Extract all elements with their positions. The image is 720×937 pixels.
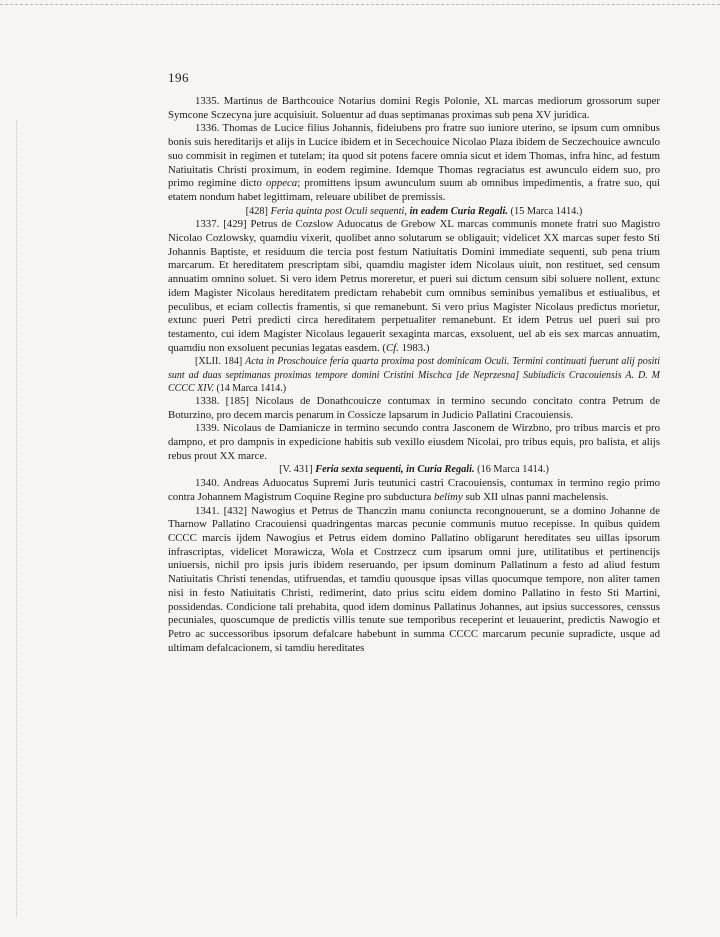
entry-paragraph <box>168 477 660 504</box>
text-segment: sub XII ulnas panni machelensis. <box>462 490 609 503</box>
text-segment: Feria quinta post Oculi sequenti, <box>270 205 410 217</box>
entry-paragraph <box>168 122 660 204</box>
text-segment: [428] <box>245 205 271 217</box>
entry-paragraph <box>168 422 660 463</box>
scan-left-edge <box>16 120 17 917</box>
section-heading <box>168 205 660 219</box>
text-segment: (16 Marca 1414.) <box>474 464 549 476</box>
text-segment: 1340. Andreas Aduocatus Supremi Juris teutunici castri Cracouiensis, contumax in termino regio primo contra Johannem Magistrum Coquine Regine pro subductura <box>168 477 660 503</box>
page-number: 196 <box>168 70 189 85</box>
entry-paragraph <box>168 505 660 656</box>
text-segment: 1336. Thomas de Lucice filius Johannis, fideiubens pro fratre suo iuniore uterino, se ipsum cum omnibus bonis suis hereditarijs et alijs in Lucice ibidem et in Secechouice Nicolao Plaza ibidem de Seczechouice awnculo suo commisit in regimen et tutelam; ita quod sit potens facere omnia sicut et idem Thomas, infra hinc, ad festum Natiuitatis Christi proximum, in eodem regimine. Idemque Thomas regraciatus est awunculo eidem suo, pro primo regimine dicto <box>168 122 660 190</box>
text-segment: 1983.) <box>398 341 430 354</box>
text-segment: 1339. Nicolaus de Damianicze in termino secundo contra Jasconem de Wirzbno, pro tribus marcis et pro dampno, et pro dampnis in expedicione habitis sub vexillo eiusdem Nicolai, pro tribus equis, pro balista, et alijs rebus prout XX marce. <box>168 422 660 462</box>
text-segment: ; promittens ipsum awunculum suum ab omnibus impedimentis, a fratre suo, qui etatem nondum habet legittimam, releuare ubilibet de premissis. <box>168 177 660 203</box>
scan-top-edge <box>0 4 720 5</box>
entry-paragraph <box>168 395 660 422</box>
text-segment: (14 Marca 1414.) <box>213 382 287 394</box>
text-segment: [XLII. 184] <box>195 356 246 368</box>
text-segment: (15 Marca 1414.) <box>507 205 583 217</box>
text-segment: [V. 431] <box>279 464 316 476</box>
text-segment: 1335. Martinus de Barthcouice Notarius domini Regis Polonie, XL marcas mediorum grossorum super Symcone Sczecyna jure acquisiuit. Soluentur ad duas septimanas proximas sub pena XV juridica. <box>168 95 660 121</box>
entry-paragraph <box>168 95 660 122</box>
text-segment: 1337. [429] Petrus de Cozslow Aduocatus de Grebow XL marcas communis monete fratri suo Magistro Nicolao Cozlowsky, quamdiu vixerit, quolibet anno solutarum se obligauit; videlicet XX marcas super festo Sti Johannis Baptiste, et residuum die tercia post festum Natiuitatis Domini immediate sequenti, sub pena trium marcarum. Et hereditatem prescriptam sibi, quamdiu magister idem Nicolaus uiuit, non restituet, sed censum annuatim omnino soluet. Si vero idem Petrus moreretur, et pueri sui dictum censum sibi soluere nollent, extunc idem Magister Nicolaus hereditatem predictam rehabebit cum omnibus seminibus yemalibus et estiualibus, et peculibus, et eciam collectis framentis, si que remanebunt. Si vero prius Magister Nicolaus predictus morietur, extunc pueri Petri predicti circa hereditatem perpetualiter remanebunt. Et idem Petrus uel pueri sui pro testamento, cui idem Magister Nicolaus legauerit sexaginta marcas, exsoluent, uel ab eis sex marcas annuatim, quamdiu non exsoluent pecunias legatas easdem. ( <box>168 218 660 354</box>
entry-paragraph <box>168 218 660 355</box>
text-segment: oppeca <box>266 177 298 190</box>
text-segment: Feria sexta sequenti, in Curia Regali. <box>315 464 475 476</box>
document-body <box>168 95 660 655</box>
text-segment: in eadem Curia Regali. <box>409 205 508 217</box>
acta-note <box>168 355 660 395</box>
text-segment: 1341. [432] Nawogius et Petrus de Thanczin manu coniuncta recongnouerunt, se a domino Johanne de Tharnow Pallatino Cracouiensi quadringentas marcas pecunie communis mutuo recepisse. In quibus quidem CCCC marcis ijdem Nawogius et Petrus eidem domino Pallatino obligarunt hereditates seu uillas ipsorum infrascriptas, videlicet Morawicza, Wola et Costrzecz cum ipsarum omni jure, utilitatibus et pertinencijs uniuersis, nichil pro ipsis juris ibidem reseruando, per ipsum dominum Pallatinum a festo ad aliud festum Natiuitatis Christi tenendas, utifruendas, et tamdiu quousque ipsas villas quocumque tempore, non aliter tamen nisi in festo Natiuitatis Christi, redimerint, dato prius scitu eidem domino Pallatino in festo Sti Martini, possidendas. Condicione tali prehabita, quod idem dominus Pallatinus Johannes, aut ipsius successores, censsus pecuniales, quoscumque de predictis villis tenute sue temporibus receperint et leuauerint, predictis Nawogio et Petro ac successoribus ipsorum defalcare habebunt in summa CCCC marcarum pecunie supradicte, usque ad ultimam defalcacionem, si tamdiu hereditates <box>168 504 660 654</box>
text-segment: Cf. <box>385 341 399 354</box>
text-segment: Acta in Proschouice feria quarta proxima post dominicam Oculi. Termini continuati fuerunt alij positi sunt ad duas septimanas proximas tempore domini Cristini Mischca [de Neprzesna] Subiudicis Cracouiensis A. D. M CCCC XIV. <box>168 356 660 394</box>
text-segment: belimy <box>433 490 463 503</box>
section-heading <box>168 463 660 477</box>
text-segment: 1338. [185] Nicolaus de Donathcouicze contumax in termino secundo concitato contra Petrum de Boturzino, pro decem marcis penarum in Cossicze lapsarum in Judicio Pallatini Cracouiensis. <box>168 394 660 421</box>
